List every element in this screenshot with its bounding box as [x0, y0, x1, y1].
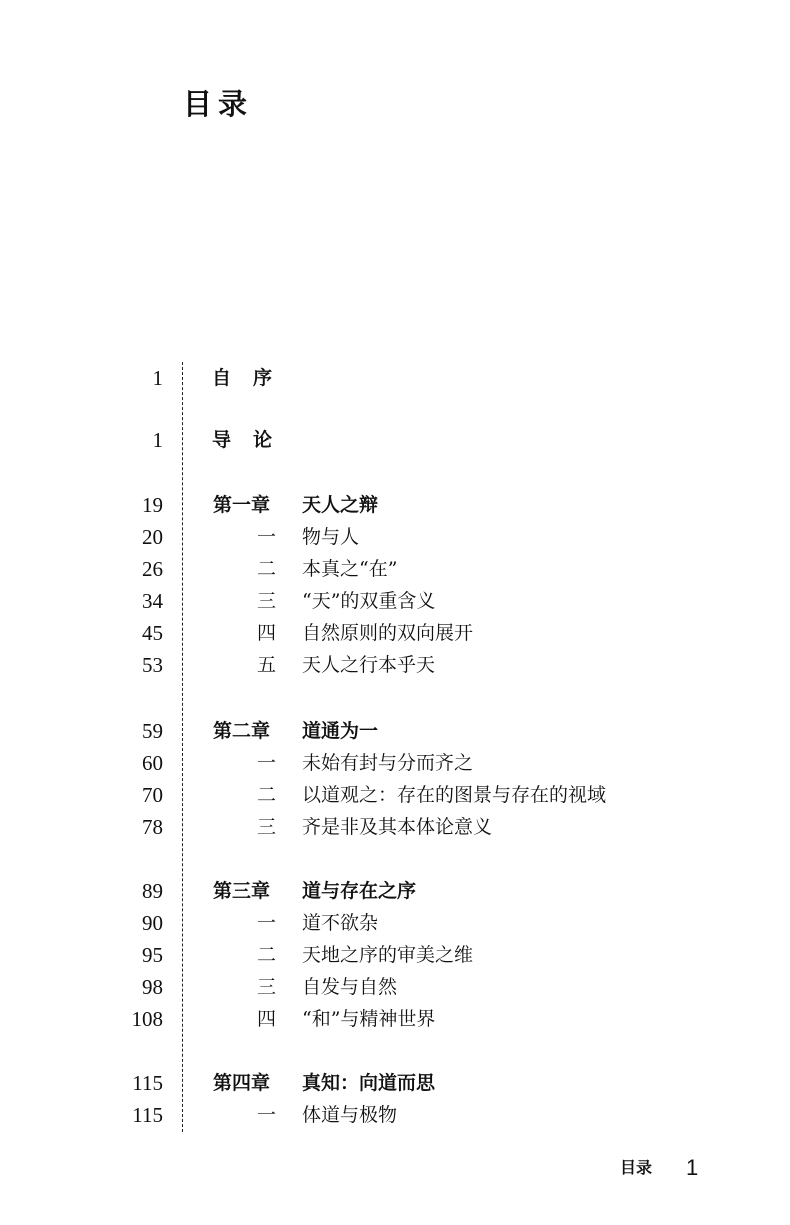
page-title: 目录	[183, 87, 254, 121]
toc-section-title: 道不欲杂	[302, 912, 379, 934]
toc-entry-introduction[interactable]	[0, 425, 790, 455]
toc-chapter-label: 第一章	[213, 494, 271, 516]
toc-section-number: 三	[257, 976, 277, 998]
toc-section-title: 自然原则的双向展开	[302, 622, 474, 644]
toc-section-number: 二	[257, 558, 277, 580]
toc-section-number: 一	[257, 1104, 277, 1126]
toc-section-title: 以道观之：存在的图景与存在的视域	[302, 784, 607, 806]
toc-section-title: “天”的双重含义	[302, 590, 436, 612]
toc-chapter-title: 道通为一	[302, 720, 379, 742]
toc-chapter-label: 第四章	[213, 1072, 271, 1094]
toc-chapter[interactable]	[0, 716, 790, 746]
toc-page-number: 1	[152, 366, 163, 390]
toc-page-number: 60	[142, 751, 163, 775]
toc-section[interactable]	[0, 650, 790, 680]
toc-section-number: 一	[257, 526, 277, 548]
toc-page-number: 115	[132, 1071, 163, 1095]
toc-page-number: 59	[142, 719, 163, 743]
toc-section-title: 天人之行本乎天	[302, 654, 436, 676]
page-number: 1	[686, 1155, 699, 1181]
toc-section-number: 一	[257, 752, 277, 774]
toc-page-number: 45	[142, 621, 163, 645]
toc-page-number: 1	[152, 428, 163, 452]
toc-page-number: 98	[142, 975, 163, 999]
toc-section-title: 物与人	[302, 526, 360, 548]
toc-section-title: 体道与极物	[302, 1104, 398, 1126]
toc-section[interactable]	[0, 812, 790, 842]
toc-section[interactable]	[0, 748, 790, 778]
toc-section-title: “和”与精神世界	[302, 1008, 436, 1030]
toc-section-title: 天地之序的审美之维	[302, 944, 474, 966]
toc-section-number: 四	[257, 622, 277, 644]
toc-section[interactable]	[0, 586, 790, 616]
toc-chapter-title: 道与存在之序	[302, 880, 417, 902]
toc-chapter[interactable]	[0, 490, 790, 520]
toc-chapter[interactable]	[0, 1068, 790, 1098]
toc-page-number: 108	[131, 1007, 163, 1031]
toc-section-number: 二	[257, 784, 277, 806]
toc-page-number: 90	[142, 911, 163, 935]
toc-entry-label: 导论	[212, 429, 295, 451]
toc-section-number: 三	[257, 590, 277, 612]
toc-section-title: 本真之“在”	[302, 558, 398, 580]
toc-page-number: 115	[132, 1103, 163, 1127]
toc-section[interactable]	[0, 780, 790, 810]
toc-page-number: 53	[142, 653, 163, 677]
running-footer-title: 目录	[620, 1158, 653, 1178]
toc-chapter-label: 第二章	[213, 720, 271, 742]
toc-page-number: 95	[142, 943, 163, 967]
toc-section-title: 自发与自然	[302, 976, 398, 998]
toc-page-number: 34	[142, 589, 163, 613]
toc-section-number: 一	[257, 912, 277, 934]
toc-section-title: 齐是非及其本体论意义	[302, 816, 493, 838]
toc-section[interactable]	[0, 1004, 790, 1034]
toc-section[interactable]	[0, 972, 790, 1002]
toc-chapter-label: 第三章	[213, 880, 271, 902]
toc-section-number: 四	[257, 1008, 277, 1030]
toc-section-number: 五	[257, 654, 277, 676]
toc-page-number: 70	[142, 783, 163, 807]
toc-page-number: 26	[142, 557, 163, 581]
toc-page-number: 78	[142, 815, 163, 839]
toc-entry-label: 自序	[212, 367, 295, 389]
toc-section[interactable]	[0, 522, 790, 552]
toc-section-number: 二	[257, 944, 277, 966]
toc-page-number: 89	[142, 879, 163, 903]
toc-page-number: 19	[142, 493, 163, 517]
toc-section[interactable]	[0, 908, 790, 938]
toc-entry-preface[interactable]	[0, 363, 790, 393]
toc-section-title: 未始有封与分而齐之	[302, 752, 474, 774]
toc-page-number: 20	[142, 525, 163, 549]
page-footer	[620, 1152, 698, 1184]
toc-chapter[interactable]	[0, 876, 790, 906]
toc-chapter-title: 天人之辩	[302, 494, 379, 516]
toc-section-number: 三	[257, 816, 277, 838]
toc-section[interactable]	[0, 554, 790, 584]
toc-section[interactable]	[0, 1100, 790, 1130]
toc-section[interactable]	[0, 940, 790, 970]
toc-section[interactable]	[0, 618, 790, 648]
toc-chapter-title: 真知：向道而思	[302, 1072, 436, 1094]
